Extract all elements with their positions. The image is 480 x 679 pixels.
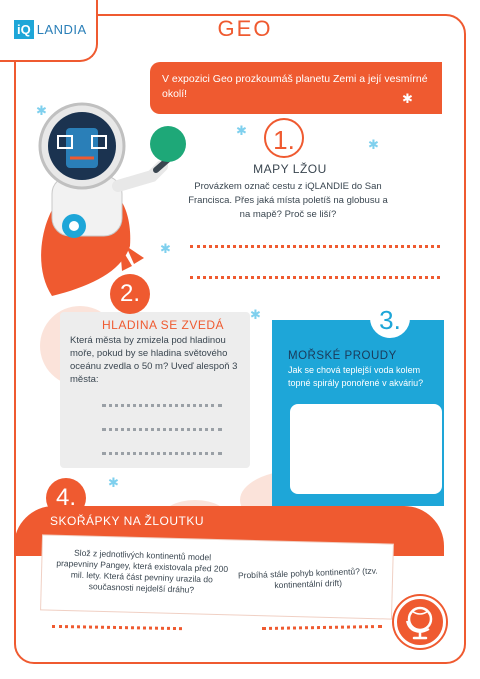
section-4-text-right: Probíhá stále pohyb kontinentů? (tzv. kontinentální drift)	[237, 565, 378, 591]
iqlandia-logo	[14, 20, 87, 39]
section-1-text: Provázkem označ cestu z iQLANDIE do San Francisca. Přes jaká místa poletíš na globusu a na mapě? Proč se liší?	[188, 181, 388, 220]
answer-line[interactable]	[190, 245, 440, 248]
sparkle-icon: ✱	[250, 307, 261, 322]
sparkle-icon: ✱	[368, 137, 379, 152]
green-planet	[150, 126, 186, 162]
sparkle-icon: ✱	[402, 91, 413, 106]
sparkle-icon: ✱	[108, 475, 119, 490]
answer-line[interactable]	[102, 428, 222, 431]
section-3-text: Jak se chová teplejší voda kolem topné spirály ponořené v akváriu?	[288, 365, 424, 388]
section-2-heading: HLADINA SE ZVEDÁ	[102, 318, 225, 332]
answer-line[interactable]	[190, 276, 440, 279]
section-2-number: 2.	[110, 274, 150, 314]
sparkle-icon: ✱	[236, 123, 247, 138]
answer-line[interactable]	[102, 452, 222, 455]
section-1-heading: MAPY LŽOU	[253, 162, 327, 176]
section-4-text-left: Slož z jednotlivých kontinentů model prapevniny Pangey, která existovala před 200 mil. lety. Která část pevniny urazila do současnosti nejdelší dráhu?	[56, 547, 229, 595]
globe-badge	[394, 596, 446, 648]
intro-banner: V expozici Geo prozkoumáš planetu Zemi a její vesmírné okolí!	[150, 62, 442, 114]
section-3-answer-box[interactable]	[290, 404, 442, 494]
section-4-heading: SKOŘÁPKY NA ŽLOUTKU	[50, 514, 204, 528]
section-3-number: 3.	[370, 298, 410, 338]
sparkle-icon: ✱	[36, 103, 47, 118]
sparkle-icon: ✱	[160, 241, 171, 256]
section-2-text: Která města by zmizela pod hladinou moře, pokud by se hladina světového oceánu zvedla o 50 m? Uveď alespoň 3 města:	[70, 335, 238, 385]
section-1-number: 1.	[264, 118, 304, 158]
section-4-number: 4.	[46, 478, 86, 518]
logo-box	[0, 0, 98, 62]
logo-name: LANDIA	[36, 22, 87, 37]
logo-iq: iQ	[14, 20, 34, 39]
section-3-heading: MOŘSKÉ PROUDY	[288, 350, 397, 362]
page-title: GEO	[217, 16, 273, 41]
answer-line[interactable]	[102, 404, 222, 407]
globe-icon	[397, 599, 443, 645]
